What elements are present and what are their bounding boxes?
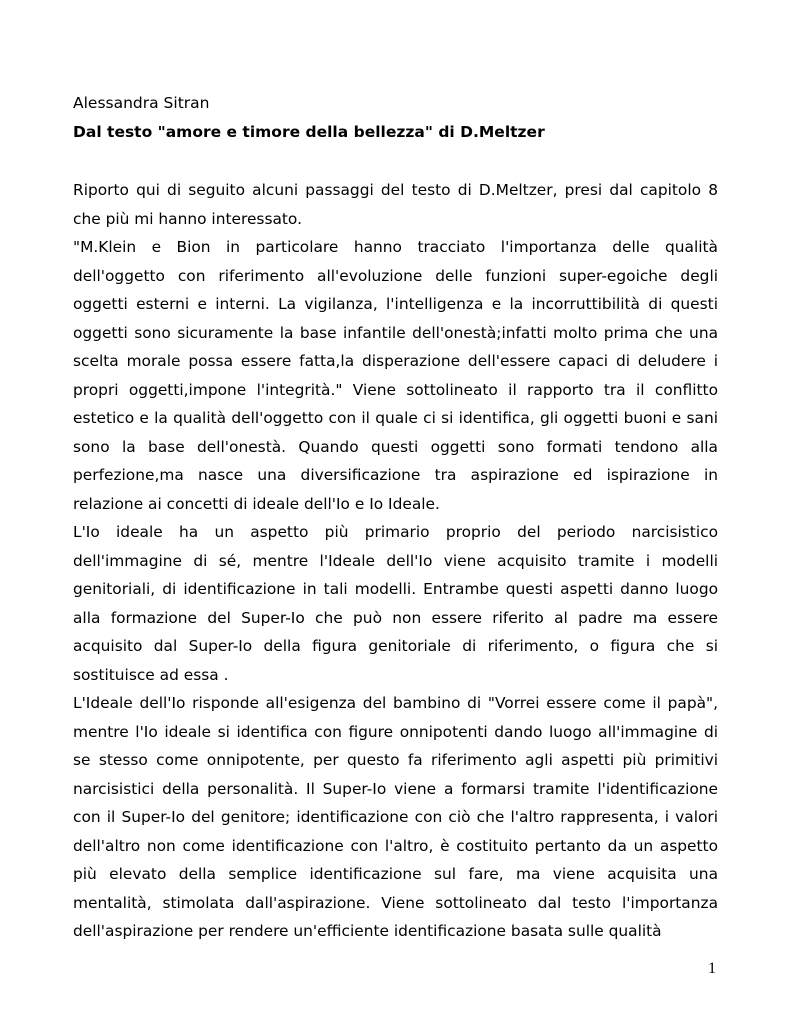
paragraph-ideale-dell-io: L'Ideale dell'Io risponde all'esigenza del bambino di "Vorrei essere come il papà", mentre l'Io ideale si identifica con figure onnipotenti dando luogo all'immagine di se stesso come onnipotente, per questo fa riferimento agli aspetti più primitivi narcisistici della personalità. Il Super-Io viene a formarsi tramite l'identificazione con il Super-Io del genitore; identificazione con ciò che l'altro rappresenta, i valori dell'altro non come identificazione con l'altro, è costituito pertanto da un aspetto più elevato della semplice identificazione sul fare, ma viene acquisita una mentalità, stimolata dall'aspirazione. Viene sottolineato dal testo l'importanza dell'aspirazione per rendere un'efficiente identificazione basata sulle qualità: [73, 694, 718, 940]
paragraph-intro: Riporto qui di seguito alcuni passaggi del testo di D.Meltzer, presi dal capitolo 8 che più mi hanno interessato.: [73, 181, 718, 228]
paragraph-quote: "M.Klein e Bion in particolare hanno tracciato l'importanza delle qualità dell'oggetto con riferimento all'evoluzione delle funzioni super-egoiche degli oggetti esterni e interni. La vigilanza, l'intelligenza e la incorruttibilità di questi oggetti sono sicuramente la base infantile dell'onestà;infatti molto prima che una scelta morale possa essere fatta,la disperazione dell'essere capaci di deludere i propri oggetti,impone l'integrità." Viene sottolineato il rapporto tra il conflitto estetico e la qualità dell'oggetto con il quale ci si identifica, gli oggetti buoni e sani sono la base dell'onestà. Quando questi oggetti sono formati tendono alla perfezione,ma nasce una diversificazione tra aspirazione ed ispirazione in relazione ai concetti di ideale dell'Io e Io Ideale.: [73, 238, 718, 513]
author-name: Alessandra Sitran: [73, 94, 210, 112]
page-number: 1: [708, 960, 716, 977]
paragraph-io-ideale: L'Io ideale ha un aspetto più primario proprio del periodo narcisistico dell'immagine di sé, mentre l'Ideale dell'Io viene acquisito tramite i modelli genitoriali, di identificazione in tali modelli. Entrambe questi aspetti danno luogo alla formazione del Super-Io che può non essere riferito al padre ma essere acquisito dal Super-Io della figura genitoriale di riferimento, o figura che si sostituisce ad essa .: [73, 523, 718, 684]
document-title: Dal testo "amore e timore della bellezza" di D.Meltzer: [73, 123, 545, 141]
document-body: [73, 176, 718, 946]
